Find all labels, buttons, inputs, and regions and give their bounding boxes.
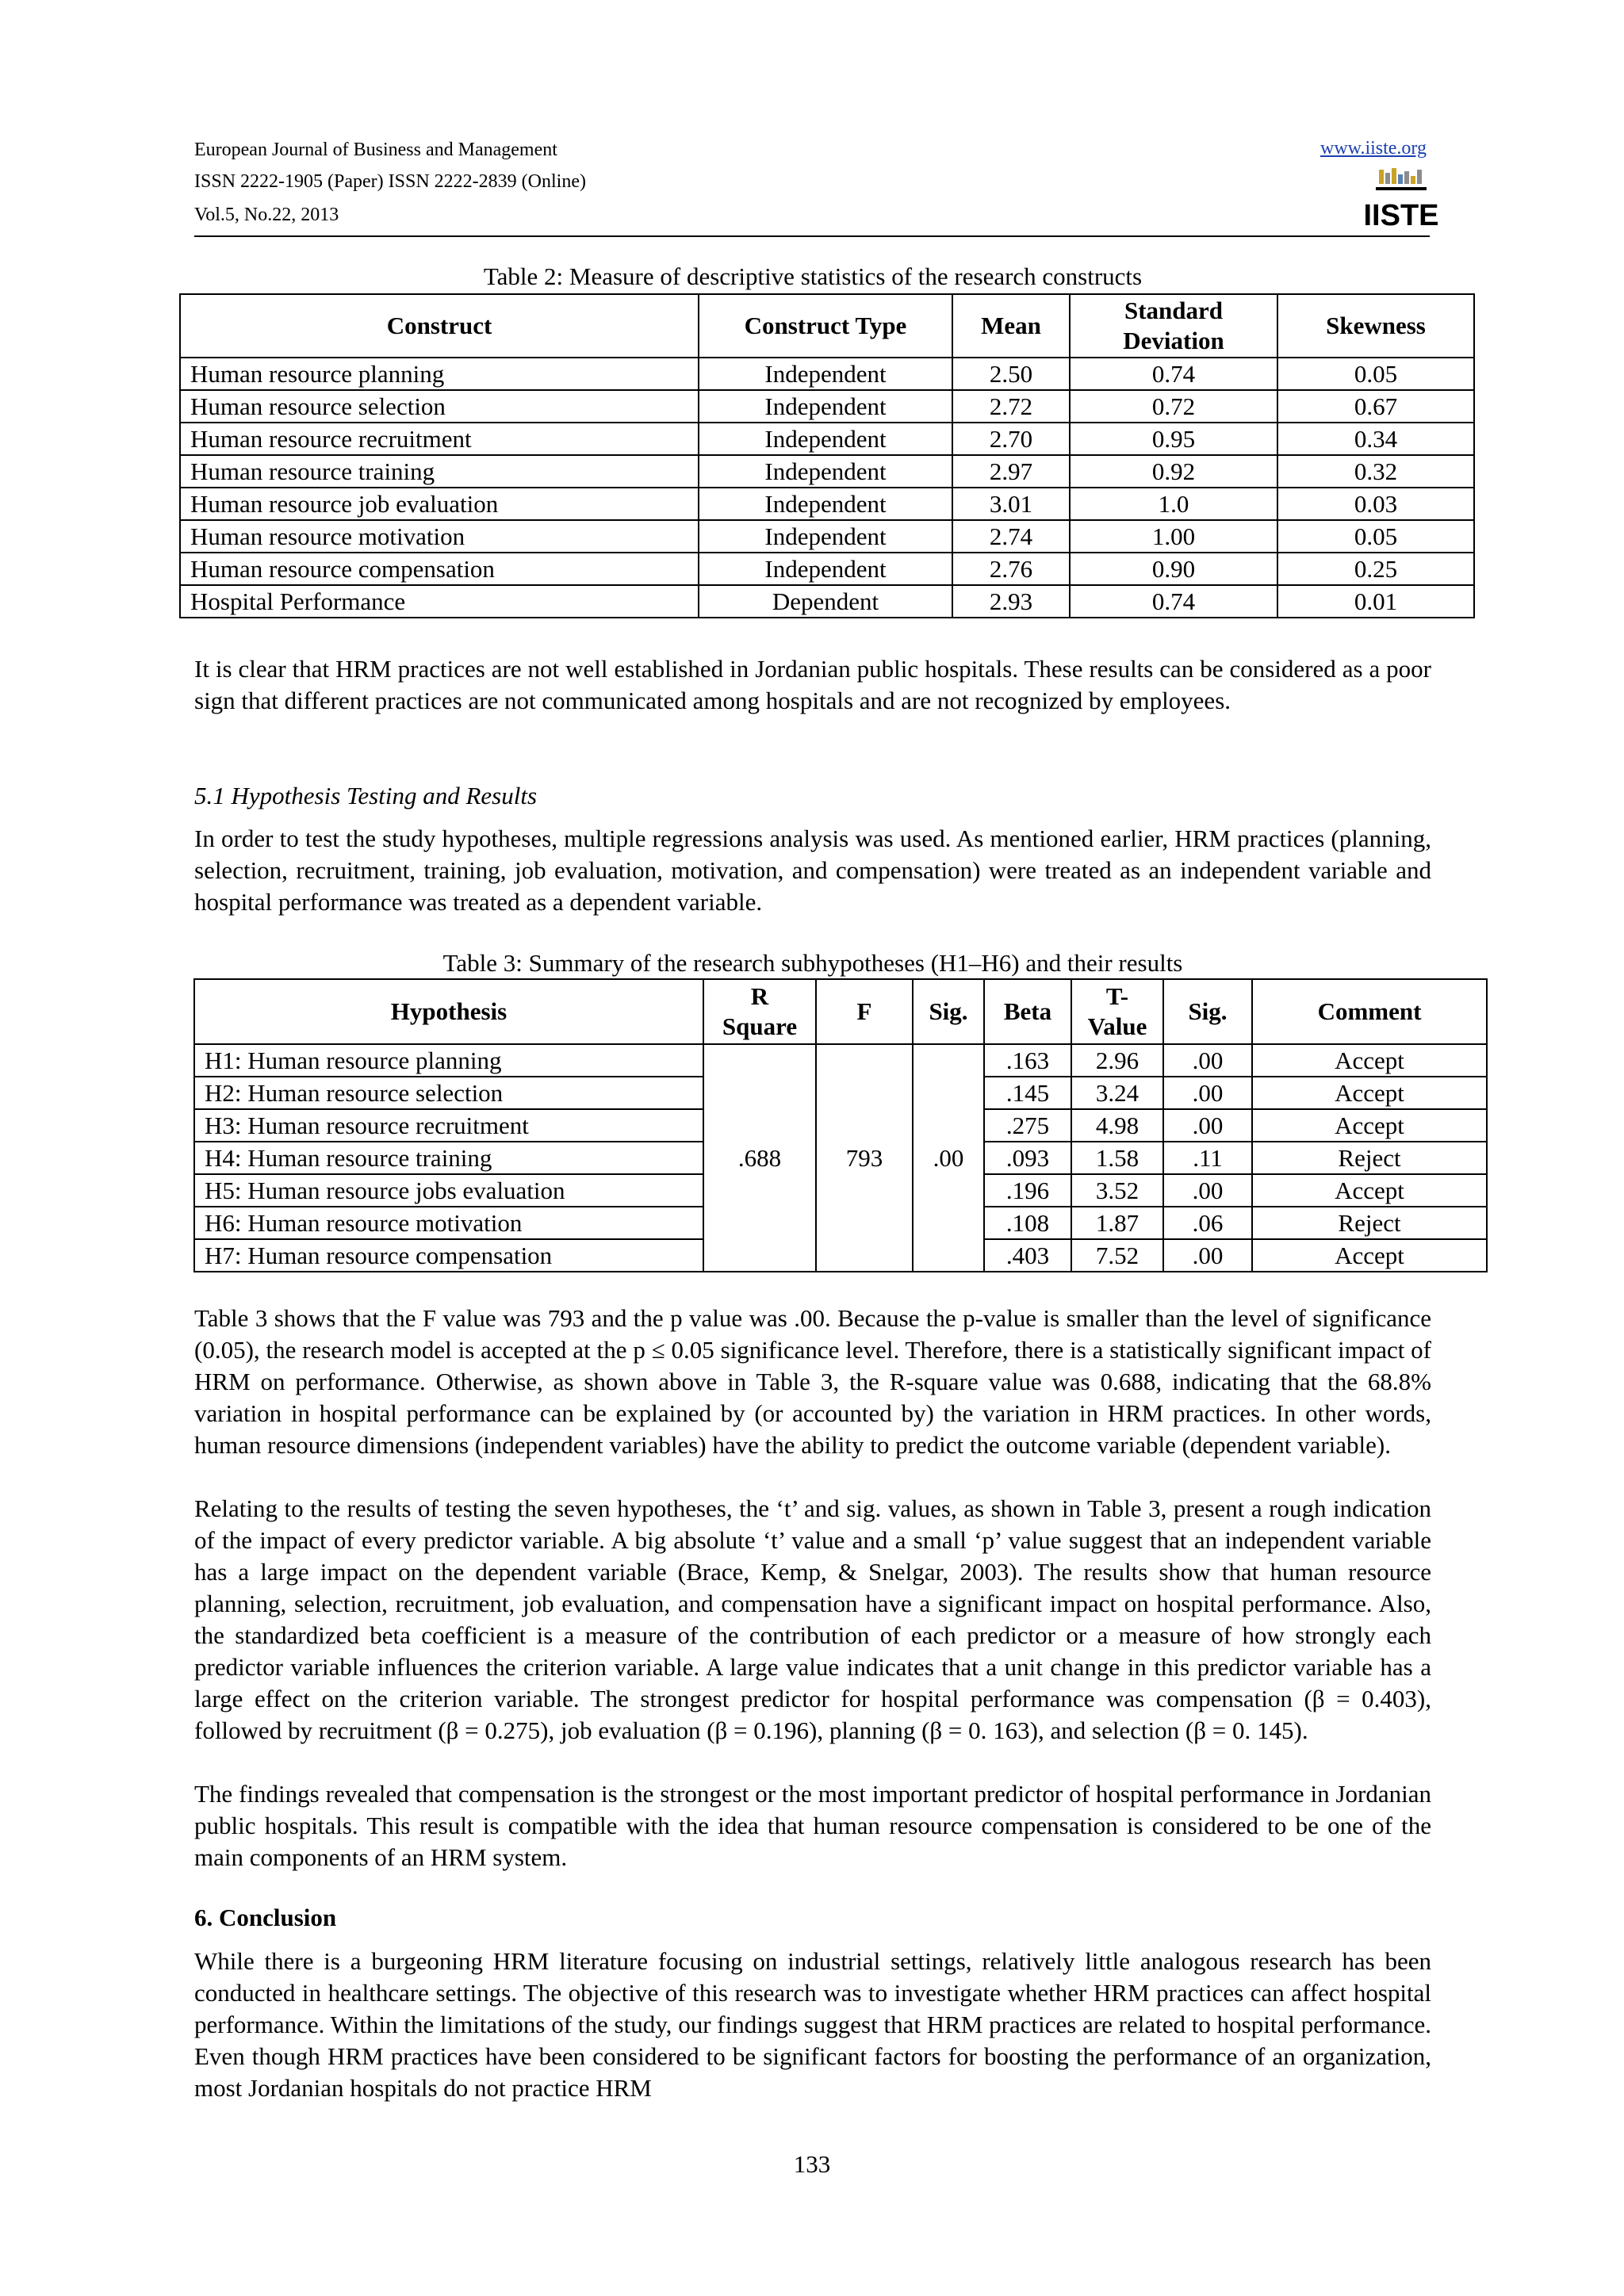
table-cell: Independent xyxy=(699,553,952,585)
table-cell: 2.74 xyxy=(952,520,1070,553)
journal-url-link[interactable]: www.iiste.org xyxy=(1320,138,1427,159)
table2-header: Standard Deviation xyxy=(1070,294,1277,358)
table-cell: .108 xyxy=(984,1207,1071,1239)
volume-line: Vol.5, No.22, 2013 xyxy=(194,205,339,225)
iiste-logo xyxy=(1363,168,1439,232)
table-cell: 0.01 xyxy=(1277,585,1474,618)
table-cell: 0.92 xyxy=(1070,455,1277,488)
table-cell: 2.72 xyxy=(952,390,1070,423)
table3-header: R Square xyxy=(703,979,816,1044)
table-row xyxy=(180,520,1474,553)
table-row xyxy=(180,488,1474,520)
table-cell: 2.76 xyxy=(952,553,1070,585)
table-row xyxy=(180,358,1474,390)
table-cell: 2.97 xyxy=(952,455,1070,488)
table-cell: H3: Human resource recruitment xyxy=(194,1109,703,1142)
table2-caption: Table 2: Measure of descriptive statistics of the research constructs xyxy=(483,262,1143,290)
table-cell: Reject xyxy=(1252,1142,1487,1174)
table-cell: Accept xyxy=(1252,1109,1487,1142)
table3-caption: Table 3: Summary of the research subhypotheses (H1–H6) and their results xyxy=(442,949,1183,977)
table-row xyxy=(180,455,1474,488)
table-cell: 0.05 xyxy=(1277,358,1474,390)
r-square-cell: .688 xyxy=(703,1044,816,1272)
table-cell: Accept xyxy=(1252,1044,1487,1077)
table-cell: Accept xyxy=(1252,1077,1487,1109)
table-cell: .093 xyxy=(984,1142,1071,1174)
svg-text:IISTE: IISTE xyxy=(1363,199,1439,232)
table-cell: Accept xyxy=(1252,1239,1487,1272)
table-cell: Human resource planning xyxy=(180,358,699,390)
table3-header: Sig. xyxy=(1163,979,1252,1044)
table-row xyxy=(194,1044,1487,1077)
table-cell: 0.05 xyxy=(1277,520,1474,553)
table-cell: 0.74 xyxy=(1070,585,1277,618)
table-cell: 0.74 xyxy=(1070,358,1277,390)
table-cell: .00 xyxy=(1163,1239,1252,1272)
table3-header: Hypothesis xyxy=(194,979,703,1044)
table-cell: 3.24 xyxy=(1071,1077,1163,1109)
table-cell: .403 xyxy=(984,1239,1071,1272)
model-sig-cell: .00 xyxy=(913,1044,984,1272)
paragraph-hrm-not-established: It is clear that HRM practices are not well established in Jordanian public hospitals. These results can be considered as a poor sign that different practices are not communicated among hospitals and are not recognized by employees. xyxy=(194,655,1431,714)
table-cell: Dependent xyxy=(699,585,952,618)
table3-header: T-Value xyxy=(1071,979,1163,1044)
table-cell: 0.67 xyxy=(1277,390,1474,423)
table-cell: 1.87 xyxy=(1071,1207,1163,1239)
table2-header: Construct xyxy=(180,294,699,358)
paragraph-f-value-discussion: Table 3 shows that the F value was 793 and the p value was .00. Because the p-value is smaller than the level of significance (0.05), the research model is accepted at the p ≤ 0.05 significance level. Therefore, there is a statistically significant impact of HRM on performance. Otherwise, as shown above in Table 3, the R-square value was 0.688, indicating that the 68.8% variation in hospital performance can be explained by (or accounted by) the variation in HRM practices. In other words, human resource dimensions (independent variables) have the ability to predict the outcome variable (dependent variable). xyxy=(194,1304,1431,1459)
table-row xyxy=(180,585,1474,618)
table-cell: .163 xyxy=(984,1044,1071,1077)
table-cell: H7: Human resource compensation xyxy=(194,1239,703,1272)
table3-hypotheses-results xyxy=(193,978,1488,1272)
table-cell: .00 xyxy=(1163,1109,1252,1142)
page-number: 133 xyxy=(793,2150,831,2178)
table-cell: Independent xyxy=(699,390,952,423)
table2-header: Construct Type xyxy=(699,294,952,358)
paragraph-regression-method: In order to test the study hypotheses, multiple regressions analysis was used. As mentioned earlier, HRM practices (planning, selection, recruitment, training, job evaluation, motivation, and compensation) were treated as an independent variable and hospital performance was treated as a dependent variable. xyxy=(194,825,1431,916)
table-cell: H5: Human resource jobs evaluation xyxy=(194,1174,703,1207)
table-cell: .11 xyxy=(1163,1142,1252,1174)
table-cell: Hospital Performance xyxy=(180,585,699,618)
table-cell: .275 xyxy=(984,1109,1071,1142)
table-cell: Human resource recruitment xyxy=(180,423,699,455)
table-cell: Independent xyxy=(699,423,952,455)
table-cell: Human resource selection xyxy=(180,390,699,423)
table-row xyxy=(180,553,1474,585)
table-cell: Independent xyxy=(699,455,952,488)
table-cell: 2.50 xyxy=(952,358,1070,390)
table-cell: 3.01 xyxy=(952,488,1070,520)
table-cell: 3.52 xyxy=(1071,1174,1163,1207)
table-cell: 2.70 xyxy=(952,423,1070,455)
issn-line: ISSN 2222-1905 (Paper) ISSN 2222-2839 (Online) xyxy=(194,171,586,192)
table-cell: 1.0 xyxy=(1070,488,1277,520)
table-cell: H6: Human resource motivation xyxy=(194,1207,703,1239)
paragraph-conclusion: While there is a burgeoning HRM literature focusing on industrial settings, relatively little analogous research has been conducted in healthcare settings. The objective of this research was to investigate whether HRM practices can affect hospital performance. Within the limitations of the study, our findings suggest that HRM practices are related to hospital performance. Even though HRM practices have been considered to be significant factors for boosting the performance of an organization, most Jordanian hospitals do not practice HRM xyxy=(194,1947,1431,2102)
table3-header: Sig. xyxy=(913,979,984,1044)
table-cell: Reject xyxy=(1252,1207,1487,1239)
table-cell: H2: Human resource selection xyxy=(194,1077,703,1109)
subsection-heading: 5.1 Hypothesis Testing and Results xyxy=(194,782,538,809)
paragraph-compensation-finding: The findings revealed that compensation is the strongest or the most important predictor of hospital performance in Jordanian public hospitals. This result is compatible with the idea that human resource compensation is considered to be one of the main components of an HRM system. xyxy=(194,1780,1431,1871)
table-cell: 0.03 xyxy=(1277,488,1474,520)
table-cell: Human resource compensation xyxy=(180,553,699,585)
table-cell: 1.58 xyxy=(1071,1142,1163,1174)
table-cell: .145 xyxy=(984,1077,1071,1109)
table-row xyxy=(180,390,1474,423)
table-cell: 0.95 xyxy=(1070,423,1277,455)
table-cell: 7.52 xyxy=(1071,1239,1163,1272)
table-cell: H1: Human resource planning xyxy=(194,1044,703,1077)
table-cell: 4.98 xyxy=(1071,1109,1163,1142)
f-value-cell: 793 xyxy=(816,1044,913,1272)
table-cell: Human resource motivation xyxy=(180,520,699,553)
table2-descriptive-statistics xyxy=(179,293,1475,618)
journal-name: European Journal of Business and Management xyxy=(194,140,557,160)
table-cell: .00 xyxy=(1163,1174,1252,1207)
table-cell: 0.34 xyxy=(1277,423,1474,455)
table-cell: .196 xyxy=(984,1174,1071,1207)
table3-header: Comment xyxy=(1252,979,1487,1044)
table-cell: Human resource job evaluation xyxy=(180,488,699,520)
table-cell: Independent xyxy=(699,520,952,553)
table-cell: 2.96 xyxy=(1071,1044,1163,1077)
section-heading-conclusion: 6. Conclusion xyxy=(194,1904,337,1931)
table-cell: 0.25 xyxy=(1277,553,1474,585)
table-cell: 0.72 xyxy=(1070,390,1277,423)
table-cell: Human resource training xyxy=(180,455,699,488)
table3-header: Beta xyxy=(984,979,1071,1044)
table-row xyxy=(180,423,1474,455)
table-cell: .06 xyxy=(1163,1207,1252,1239)
paragraph-hypotheses-discussion: Relating to the results of testing the seven hypotheses, the ‘t’ and sig. values, as shown in Table 3, present a rough indication of the impact of every predictor variable. A big absolute ‘t’ value and a small ‘p’ value suggest that an independent variable has a large impact on the dependent variable (Brace, Kemp, & Snelgar, 2003). The results show that human resource planning, selection, recruitment, job evaluation, and compensation have a significant impact on hospital performance. Also, the standardized beta coefficient is a measure of the contribution of each predictor or a measure of how strongly each predictor variable influences the criterion variable. A large value indicates that a unit change in this predictor variable has a large effect on the criterion variable. The strongest predictor for hospital performance was compensation (β = 0.403), followed by recruitment (β = 0.275), job evaluation (β = 0.196), planning (β = 0. 163), and selection (β = 0. 145). xyxy=(194,1494,1431,1744)
table2-header: Mean xyxy=(952,294,1070,358)
header-rule xyxy=(194,235,1430,237)
table-cell: Independent xyxy=(699,358,952,390)
table-cell: 0.32 xyxy=(1277,455,1474,488)
table-cell: 0.90 xyxy=(1070,553,1277,585)
table-cell: .00 xyxy=(1163,1077,1252,1109)
table-cell: .00 xyxy=(1163,1044,1252,1077)
table3-header: F xyxy=(816,979,913,1044)
table-cell: 1.00 xyxy=(1070,520,1277,553)
table-cell: 2.93 xyxy=(952,585,1070,618)
table-cell: H4: Human resource training xyxy=(194,1142,703,1174)
table2-header: Skewness xyxy=(1277,294,1474,358)
table-cell: Accept xyxy=(1252,1174,1487,1207)
table-cell: Independent xyxy=(699,488,952,520)
